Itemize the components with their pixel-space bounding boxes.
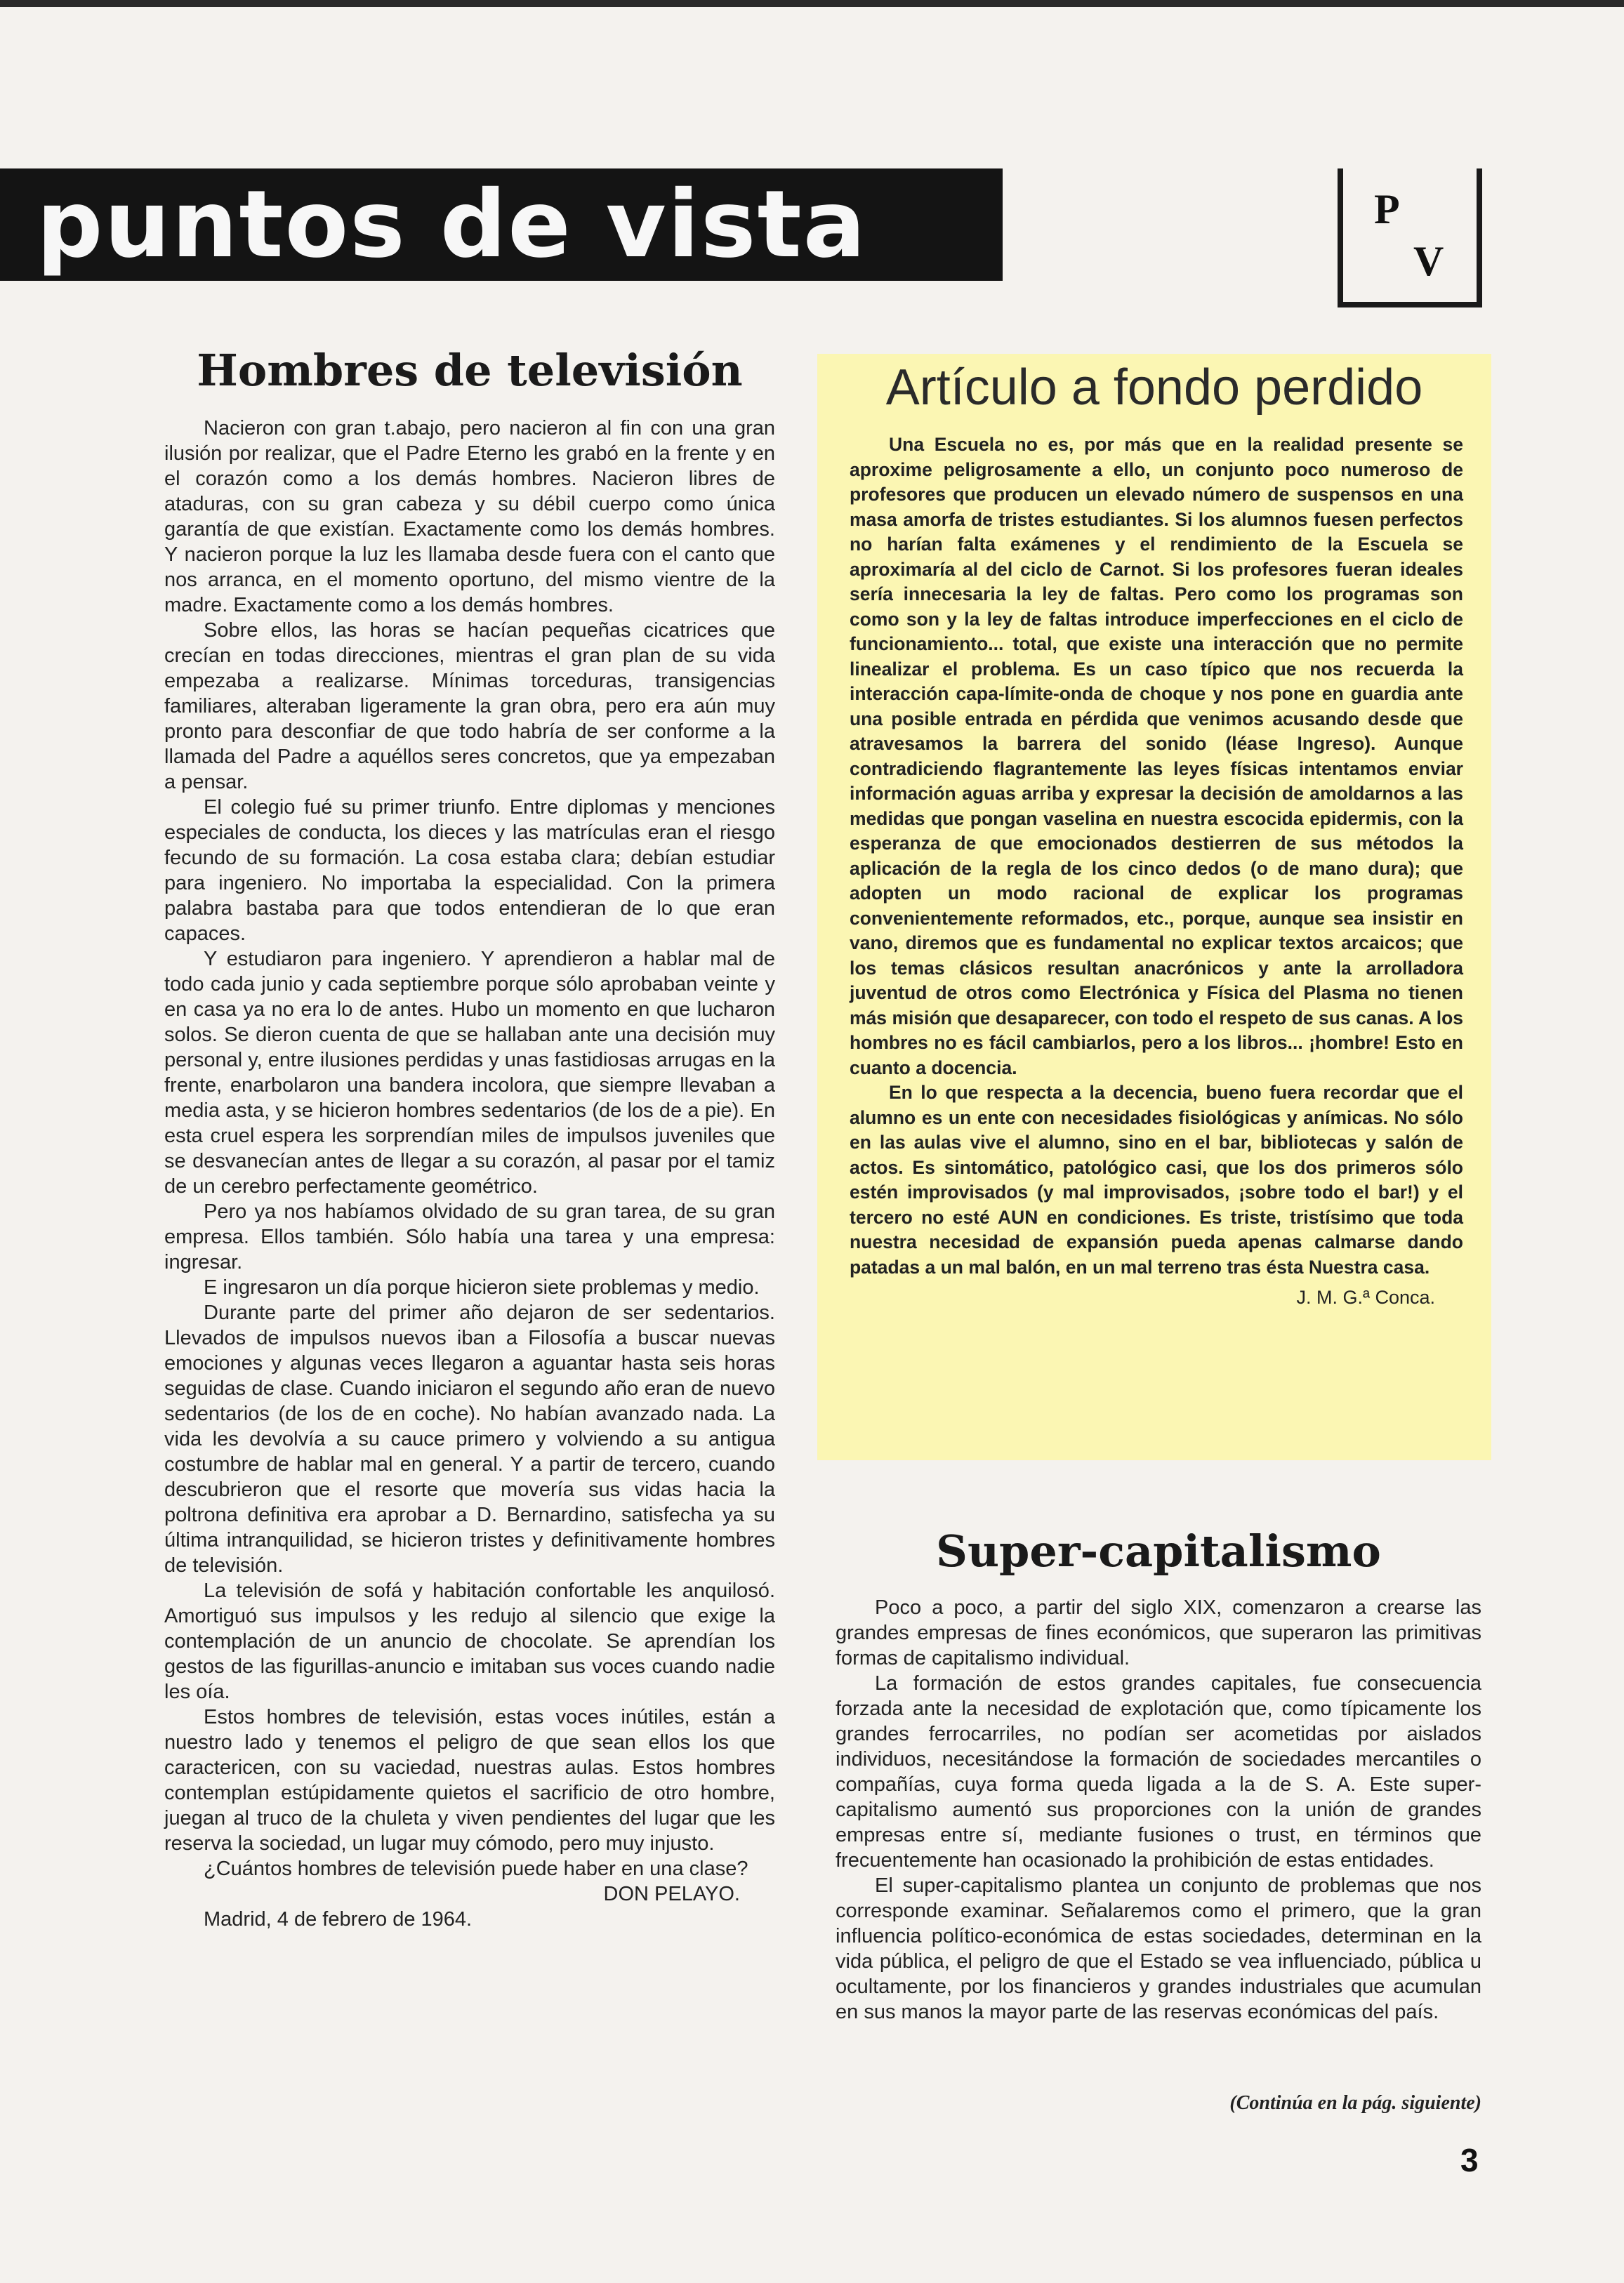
article-title: Super-capitalismo <box>936 1526 1381 1577</box>
dateline: Madrid, 4 de febrero de 1964. <box>204 1908 473 1931</box>
page-number: 3 <box>1460 2142 1479 2178</box>
paragraph: E ingresaron un día porque hicieron siete problemas y medio. <box>204 1276 760 1299</box>
paragraph: Y estudiaron para ingeniero. Y aprendieron a hablar mal de todo cada junio y cada septiembre porque sólo aprobaban veinte y en casa ya no era lo de antes. Hubo un momento en que lucharon solos. Se dieron cuenta de que se hallaban ante una decisión muy personal y, entre ilusiones perdidas y unas fastidiosas arrugas en la frente, enarbolaron una bandera incolora, que siempre llevaban a media asta, y se hicieron hombres sedentarios (de los de a pie). En esta cruel espera les sorprendían miles de impulsos juveniles que se desvanecían antes de llegar a su corazón, al pasar por el tamiz de un cerebro perfectamente geométrico. <box>164 948 775 1198</box>
top-rule <box>0 0 1624 7</box>
article-articulo-box <box>817 354 1491 1460</box>
article-super <box>836 1523 1481 2025</box>
signature: J. M. G.ª Conca. <box>1296 1287 1435 1308</box>
signature: DON PELAYO. <box>603 1883 740 1905</box>
paragraph: Pero ya nos habíamos olvidado de su gran tarea, de su gran empresa. Ellos también. Sólo había una tarea y una empresa: ingresar. <box>164 1200 775 1273</box>
paragraph: La formación de estos grandes capitales, fue consecuencia forzada ante la necesidad de explotación que, como típicamente los grandes ferrocarriles, no podían ser acometidas por aislados individuos, necesitándose la formación de sociedades mercantiles o compañías, cuya forma queda ligada a la de S. A. Este super-capitalismo aumentó sus proporciones con la unión de grandes empresas entre sí, mediante fusiones o trust, en términos que frecuentemente han ocasionado la prohibición de estas entidades. <box>836 1672 1481 1872</box>
pv-logo-box <box>1338 168 1482 307</box>
paragraph: Poco a poco, a partir del siglo XIX, comenzaron a crearse las grandes empresas de fines económicos, que superaron las primitivas formas de capitalismo individual. <box>836 1596 1481 1669</box>
paragraph: El super-capitalismo plantea un conjunto de problemas que nos corresponde examinar. Señalaremos como el primero, que la gran influencia político-económica de estas sociedades, determinan en la vida pública, el peligro de que el Estado se vea influenciado, pública u ocultamente, por los financieros y grandes industriales que acumulan en sus manos la mayor parte de las reservas económicas del país. <box>836 1874 1481 2023</box>
paragraph: ¿Cuántos hombres de televisión puede haber en una clase? <box>204 1858 748 1880</box>
pv-letter-p: P <box>1374 186 1400 232</box>
section-title: puntos de vista <box>37 171 867 279</box>
pv-letter-v: V <box>1413 238 1444 284</box>
paragraph: Nacieron con gran t.abajo, pero nacieron al fin con una gran ilusión por realizar, que el Padre Eterno les grabó en la frente y en el corazón como a los demás hombres. Nacieron libres de ataduras, con su gran cabeza y su débil cuerpo como única garantía de que existían. Exactamente como los demás hombres. Y nacieron porque la luz les llamaba desde fuera con el canto que nos arranca, en el momento oportuno, del mismo vientre de la madre. Exactamente como a los demás hombres. <box>164 417 775 616</box>
paragraph: La televisión de sofá y habitación confortable les anquilosó. Amortiguó sus impulsos y les redujo al silencio que exige la contemplación de un anuncio de chocolate. Se aprendían los gestos de las figurillas-anuncio e imitaban sus voces cuando nadie les oía. <box>164 1580 775 1703</box>
paragraph: Una Escuela no es, por más que en la realidad presente se aproxime peligrosamente a ello, un conjunto poco numeroso de profesores que producen un elevado número de suspensos en una masa amorfa de tristes estudiantes. Si los alumnos fuesen perfectos no harían falta exámenes y el rendimiento de la Escuela se aproximaría al del ciclo de Carnot. Si los profesores fueran ideales sería innecesaria la ley de faltas. Pero como los programas son como son y la ley de faltas introduce imperfecciones en el ciclo de funcionamiento... total, que existe una interacción que no permite linealizar el problema. Es un caso típico que nos recuerda la interacción capa-límite-onda de choque y nos pone en guardia ante una posible entrada en pérdida que venimos acusando desde que atravesamos la barrera del sonido (léase Ingreso). Aunque contradiciendo flagrantemente las leyes físicas intentamos enviar información aguas arriba y expresar la decisión de amoldarnos a las medidas que pongan vaselina en nuestra escocida epidermis, con la esperanza de que emocionados destierren de sus métodos la aplicación de la regla de los cinco dedos (o de mano dura); que adopten un modo racional de explicar los programas convenientemente reformados, etc., porque, aunque sea insistir en vano, diremos que es fundamental no explicar textos arcaicos; que los temas clásicos resultan anacrónicos y ante la arrolladora juventud de otros como Electrónica y Física del Plasma no tienen más misión que desaparecer, con todo el respeto de sus canas. A los hombres no es fácil cambiarlos, pero a los libros... ¡hombre! Esto en cuanto a docencia. <box>850 434 1463 1078</box>
article-title: Hombres de televisión <box>197 345 743 396</box>
paragraph: El colegio fué su primer triunfo. Entre diplomas y menciones especiales de conducta, los dieces y las matrículas eran el riesgo fecundo de su formación. La cosa estaba clara; debían estudiar para ingeniero. No importaba la especialidad. Con la primera palabra bastaba para que todos entendieran de lo que eran capaces. <box>164 796 775 945</box>
article-body <box>164 416 775 1932</box>
section-banner <box>0 168 1003 281</box>
paragraph: Durante parte del primer año dejaron de ser sedentarios. Llevados de impulsos nuevos iban a Filosofía a buscar nuevas emociones y algunas veces llegaron a aguantar hasta seis horas seguidas de clase. Cuando iniciaron el segundo año eran de nuevo sedentarios (de los de en coche). No habían avanzado nada. La vida les devolvía a su cauce primero y volviendo a su antigua costumbre de hablar mal en general. Y a partir de tercero, cuando descubrieron que el resorte que movería sus vidas hacia la poltrona definitiva era aprobar a D. Bernardino, satisfecha ya su última intranquilidad, se hicieron tristes y definitivamente hombres de televisión. <box>164 1302 775 1577</box>
paragraph: Estos hombres de televisión, estas voces inútiles, están a nuestro lado y tenemos el peligro de que sean ellos los que caractericen, con su vaciedad, nuestras aulas. Estos hombres contemplan estúpidamente quietos el sacrificio de otro hombre, juegan al truco de la chuleta y viven pendientes del lugar que les reserva la sociedad, un lugar muy cómodo, pero muy injusto. <box>164 1706 775 1855</box>
paragraph: En lo que respecta a la decencia, bueno fuera recordar que el alumno es un ente con necesidades fisiológicas y anímicas. No sólo en las aulas vive el alumno, sino en el bar, bibliotecas y salón de actos. Es sintomático, patológico casi, que los dos primeros sólo estén improvisados (y mal improvisados, ¡sobre todo el bar!) y el tercero no esté AUN en condiciones. Es triste, tristísimo que toda nuestra necesidad de expansión pueda apenas calmarse dando patadas a un mal balón, en un mal terreno tras ésta Nuestra casa. <box>850 1082 1463 1278</box>
article-title: Artículo a fondo perdido <box>885 359 1423 416</box>
continues-note: (Continúa en la pág. siguiente) <box>1229 2092 1481 2114</box>
article-hombres <box>164 344 775 1932</box>
article-body <box>836 1595 1481 2025</box>
article-body <box>850 432 1463 1311</box>
paragraph: Sobre ellos, las horas se hacían pequeñas cicatrices que crecían en todas direcciones, mientras el gran plan de su vida empezaba a realizarse. Mínimas torceduras, transigencias familiares, alteraban ligeramente la gran obra, pero era aún muy pronto para desconfiar de que todo habría de ser conforme a la llamada del Padre a aquéllos seres concretos, que ya empezaban a pensar. <box>164 619 775 793</box>
